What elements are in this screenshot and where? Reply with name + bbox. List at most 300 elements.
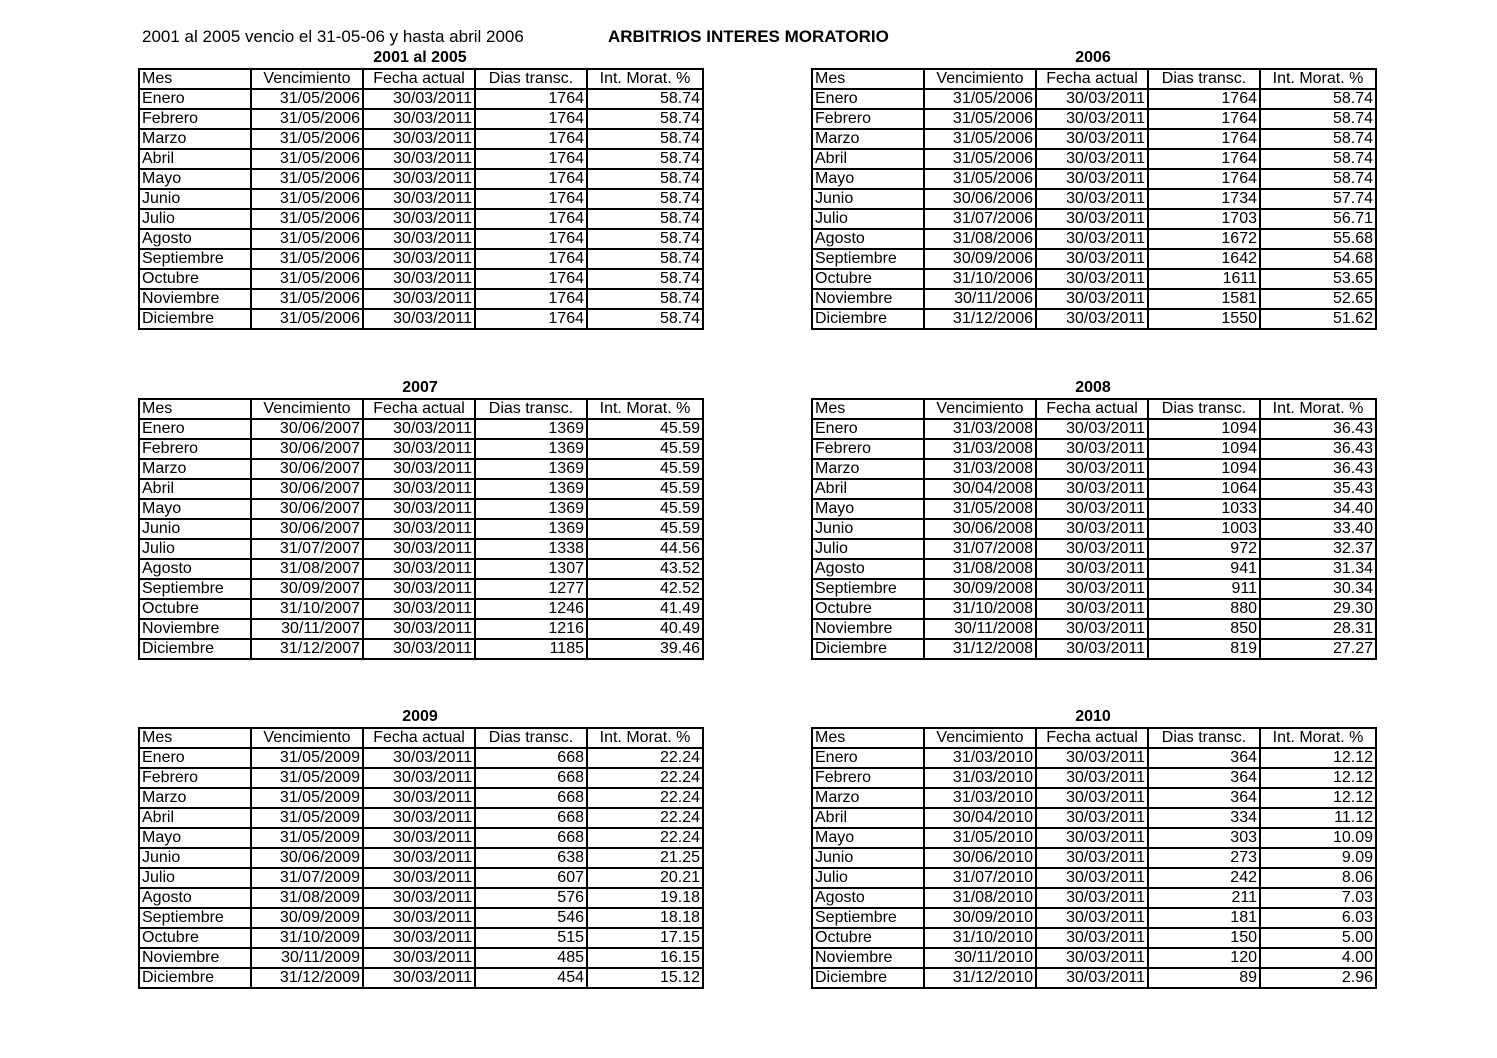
value-cell: 638	[475, 848, 587, 868]
table-row	[812, 788, 1376, 808]
table-row	[139, 768, 703, 788]
value-cell: 30/03/2011	[1036, 459, 1148, 479]
value-cell: 58.74	[1260, 129, 1376, 149]
value-cell: 52.65	[1260, 289, 1376, 309]
value-cell: 1611	[1148, 269, 1260, 289]
table-row	[812, 289, 1376, 309]
column-header: Int. Morat. %	[1260, 399, 1376, 419]
value-cell: 1764	[475, 149, 587, 169]
value-cell: 8.06	[1260, 868, 1376, 888]
value-cell: 1764	[475, 169, 587, 189]
value-cell: 546	[475, 908, 587, 928]
value-cell: 58.74	[587, 309, 703, 329]
table-row	[812, 129, 1376, 149]
value-cell: 31/05/2006	[251, 89, 363, 109]
value-cell: 30/03/2011	[1036, 908, 1148, 928]
value-cell: 30/03/2011	[1036, 129, 1148, 149]
value-cell: 51.62	[1260, 309, 1376, 329]
value-cell: 44.56	[587, 539, 703, 559]
value-cell: 30/11/2009	[251, 948, 363, 968]
value-cell: 668	[475, 808, 587, 828]
month-cell: Julio	[812, 868, 924, 888]
value-cell: 120	[1148, 948, 1260, 968]
value-cell: 11.12	[1260, 808, 1376, 828]
value-cell: 31/07/2009	[251, 868, 363, 888]
value-cell: 22.24	[587, 808, 703, 828]
value-cell: 45.59	[587, 499, 703, 519]
value-cell: 58.74	[587, 229, 703, 249]
value-cell: 15.12	[587, 968, 703, 988]
header-row	[139, 399, 703, 419]
value-cell: 30/11/2010	[924, 948, 1036, 968]
value-cell: 29.30	[1260, 599, 1376, 619]
value-cell: 34.40	[1260, 499, 1376, 519]
value-cell: 31/12/2007	[251, 639, 363, 659]
header-row	[812, 728, 1376, 748]
value-cell: 1369	[475, 459, 587, 479]
month-cell: Agosto	[812, 888, 924, 908]
value-cell: 607	[475, 868, 587, 888]
value-cell: 19.18	[587, 888, 703, 908]
value-cell: 89	[1148, 968, 1260, 988]
value-cell: 1550	[1148, 309, 1260, 329]
value-cell: 31/05/2006	[251, 209, 363, 229]
value-cell: 30/03/2011	[1036, 499, 1148, 519]
value-cell: 30/03/2011	[1036, 209, 1148, 229]
value-cell: 1094	[1148, 459, 1260, 479]
value-cell: 30/03/2011	[363, 289, 475, 309]
value-cell: 30/03/2011	[1036, 229, 1148, 249]
value-cell: 1369	[475, 499, 587, 519]
value-cell: 58.74	[587, 249, 703, 269]
value-cell: 30/03/2011	[1036, 748, 1148, 768]
table-row	[812, 908, 1376, 928]
month-cell: Diciembre	[812, 968, 924, 988]
column-header: Mes	[139, 399, 251, 419]
column-header: Vencimiento	[924, 399, 1036, 419]
value-cell: 22.24	[587, 768, 703, 788]
value-cell: 21.25	[587, 848, 703, 868]
value-cell: 31/05/2006	[251, 129, 363, 149]
value-cell: 18.18	[587, 908, 703, 928]
value-cell: 31/08/2007	[251, 559, 363, 579]
value-cell: 57.74	[1260, 189, 1376, 209]
value-cell: 55.68	[1260, 229, 1376, 249]
value-cell: 10.09	[1260, 828, 1376, 848]
value-cell: 30/03/2011	[1036, 289, 1148, 309]
value-cell: 30/09/2009	[251, 908, 363, 928]
table-row	[139, 848, 703, 868]
month-cell: Junio	[139, 189, 251, 209]
value-cell: 1672	[1148, 229, 1260, 249]
value-cell: 941	[1148, 559, 1260, 579]
table-row	[812, 828, 1376, 848]
value-cell: 30/06/2007	[251, 459, 363, 479]
value-cell: 36.43	[1260, 419, 1376, 439]
table-row	[139, 559, 703, 579]
header-row	[139, 69, 703, 89]
value-cell: 31/12/2008	[924, 639, 1036, 659]
interest-table	[138, 727, 704, 989]
column-header: Vencimiento	[251, 399, 363, 419]
column-header: Vencimiento	[251, 728, 363, 748]
value-cell: 30/09/2006	[924, 249, 1036, 269]
value-cell: 30/03/2011	[1036, 109, 1148, 129]
value-cell: 30/09/2008	[924, 579, 1036, 599]
table-row	[812, 269, 1376, 289]
value-cell: 181	[1148, 908, 1260, 928]
value-cell: 1764	[475, 209, 587, 229]
value-cell: 58.74	[587, 289, 703, 309]
month-cell: Agosto	[139, 559, 251, 579]
column-header: Vencimiento	[251, 69, 363, 89]
value-cell: 53.65	[1260, 269, 1376, 289]
month-cell: Mayo	[812, 828, 924, 848]
month-cell: Noviembre	[139, 948, 251, 968]
value-cell: 1033	[1148, 499, 1260, 519]
value-cell: 40.49	[587, 619, 703, 639]
table-row	[139, 748, 703, 768]
value-cell: 30/03/2011	[1036, 788, 1148, 808]
table-row	[812, 479, 1376, 499]
month-cell: Abril	[812, 808, 924, 828]
value-cell: 30/04/2008	[924, 479, 1036, 499]
value-cell: 16.15	[587, 948, 703, 968]
value-cell: 30/03/2011	[363, 808, 475, 828]
table-row	[139, 249, 703, 269]
month-cell: Julio	[139, 209, 251, 229]
table-row	[139, 868, 703, 888]
value-cell: 576	[475, 888, 587, 908]
value-cell: 1581	[1148, 289, 1260, 309]
value-cell: 30/03/2011	[1036, 419, 1148, 439]
value-cell: 30/03/2011	[1036, 249, 1148, 269]
value-cell: 1338	[475, 539, 587, 559]
month-cell: Octubre	[812, 928, 924, 948]
month-cell: Enero	[139, 748, 251, 768]
month-cell: Julio	[812, 539, 924, 559]
column-header: Mes	[139, 728, 251, 748]
document-title: ARBITRIOS INTERES MORATORIO	[608, 27, 889, 46]
table-row	[812, 169, 1376, 189]
column-header: Int. Morat. %	[587, 728, 703, 748]
table-row	[812, 768, 1376, 788]
table-row	[139, 89, 703, 109]
table-row	[139, 129, 703, 149]
table-row	[812, 639, 1376, 659]
value-cell: 12.12	[1260, 748, 1376, 768]
month-cell: Diciembre	[139, 639, 251, 659]
value-cell: 31/08/2006	[924, 229, 1036, 249]
month-cell: Abril	[139, 479, 251, 499]
value-cell: 31/05/2006	[251, 169, 363, 189]
month-cell: Septiembre	[139, 579, 251, 599]
table-row	[812, 888, 1376, 908]
value-cell: 31/05/2009	[251, 748, 363, 768]
month-cell: Abril	[812, 149, 924, 169]
table-row	[139, 459, 703, 479]
table-row	[139, 579, 703, 599]
value-cell: 515	[475, 928, 587, 948]
table-row	[812, 848, 1376, 868]
value-cell: 27.27	[1260, 639, 1376, 659]
interest-table	[811, 398, 1377, 660]
table-title: 2009	[402, 708, 438, 725]
value-cell: 31/07/2010	[924, 868, 1036, 888]
value-cell: 56.71	[1260, 209, 1376, 229]
month-cell: Diciembre	[139, 309, 251, 329]
value-cell: 20.21	[587, 868, 703, 888]
value-cell: 31/10/2010	[924, 928, 1036, 948]
value-cell: 1764	[475, 309, 587, 329]
value-cell: 30/03/2011	[363, 539, 475, 559]
column-header: Mes	[139, 69, 251, 89]
value-cell: 30/03/2011	[363, 948, 475, 968]
value-cell: 30/03/2011	[363, 519, 475, 539]
month-cell: Febrero	[139, 439, 251, 459]
column-header: Mes	[812, 728, 924, 748]
value-cell: 7.03	[1260, 888, 1376, 908]
table-row	[139, 209, 703, 229]
value-cell: 30/03/2011	[1036, 928, 1148, 948]
value-cell: 31/05/2006	[251, 269, 363, 289]
month-cell: Abril	[139, 808, 251, 828]
table-row	[812, 559, 1376, 579]
value-cell: 45.59	[587, 519, 703, 539]
value-cell: 31/07/2007	[251, 539, 363, 559]
value-cell: 30/03/2011	[363, 309, 475, 329]
value-cell: 30/03/2011	[363, 169, 475, 189]
value-cell: 30/03/2011	[363, 229, 475, 249]
month-cell: Agosto	[139, 888, 251, 908]
value-cell: 1764	[1148, 149, 1260, 169]
value-cell: 30/03/2011	[363, 499, 475, 519]
table-block-2006	[811, 48, 1375, 330]
value-cell: 31/03/2010	[924, 748, 1036, 768]
value-cell: 31/10/2007	[251, 599, 363, 619]
value-cell: 30/09/2010	[924, 908, 1036, 928]
column-header: Dias transc.	[475, 728, 587, 748]
column-header: Mes	[812, 399, 924, 419]
month-cell: Enero	[812, 748, 924, 768]
table-row	[812, 808, 1376, 828]
value-cell: 1369	[475, 439, 587, 459]
column-header: Dias transc.	[475, 69, 587, 89]
header-row	[812, 69, 1376, 89]
value-cell: 58.74	[587, 109, 703, 129]
value-cell: 1094	[1148, 419, 1260, 439]
value-cell: 30/03/2011	[1036, 89, 1148, 109]
month-cell: Enero	[139, 89, 251, 109]
value-cell: 30/03/2011	[1036, 189, 1148, 209]
value-cell: 58.74	[1260, 89, 1376, 109]
value-cell: 1764	[475, 269, 587, 289]
value-cell: 30/03/2011	[363, 619, 475, 639]
table-row	[139, 639, 703, 659]
value-cell: 58.74	[587, 89, 703, 109]
table-block-2009	[138, 707, 702, 989]
value-cell: 31/05/2009	[251, 768, 363, 788]
table-row	[812, 948, 1376, 968]
value-cell: 30/09/2007	[251, 579, 363, 599]
table-block-2008	[811, 378, 1375, 660]
value-cell: 32.37	[1260, 539, 1376, 559]
interest-table	[811, 727, 1377, 989]
column-header: Dias transc.	[475, 399, 587, 419]
value-cell: 30/03/2011	[1036, 309, 1148, 329]
value-cell: 30/04/2010	[924, 808, 1036, 828]
value-cell: 30/03/2011	[1036, 269, 1148, 289]
value-cell: 1185	[475, 639, 587, 659]
table-row	[139, 539, 703, 559]
value-cell: 45.59	[587, 439, 703, 459]
month-cell: Abril	[139, 149, 251, 169]
month-cell: Enero	[812, 89, 924, 109]
table-row	[812, 499, 1376, 519]
value-cell: 45.59	[587, 479, 703, 499]
value-cell: 42.52	[587, 579, 703, 599]
value-cell: 30/03/2011	[363, 479, 475, 499]
table-row	[812, 579, 1376, 599]
value-cell: 1642	[1148, 249, 1260, 269]
value-cell: 1307	[475, 559, 587, 579]
value-cell: 30/03/2011	[1036, 169, 1148, 189]
column-header: Dias transc.	[1148, 728, 1260, 748]
month-cell: Septiembre	[139, 249, 251, 269]
value-cell: 58.74	[587, 169, 703, 189]
value-cell: 4.00	[1260, 948, 1376, 968]
value-cell: 31/05/2009	[251, 828, 363, 848]
value-cell: 30/03/2011	[363, 928, 475, 948]
value-cell: 1094	[1148, 439, 1260, 459]
table-row	[812, 519, 1376, 539]
table-row	[812, 309, 1376, 329]
value-cell: 41.49	[587, 599, 703, 619]
value-cell: 1764	[1148, 129, 1260, 149]
value-cell: 31/10/2009	[251, 928, 363, 948]
value-cell: 45.59	[587, 459, 703, 479]
month-cell: Marzo	[139, 459, 251, 479]
value-cell: 30/03/2011	[363, 848, 475, 868]
value-cell: 30/03/2011	[363, 559, 475, 579]
month-cell: Marzo	[139, 788, 251, 808]
column-header: Fecha actual	[1036, 69, 1148, 89]
value-cell: 30/03/2011	[363, 788, 475, 808]
table-row	[139, 888, 703, 908]
value-cell: 1369	[475, 419, 587, 439]
value-cell: 58.74	[587, 129, 703, 149]
value-cell: 30/06/2007	[251, 479, 363, 499]
table-row	[139, 309, 703, 329]
value-cell: 30/06/2006	[924, 189, 1036, 209]
value-cell: 880	[1148, 599, 1260, 619]
column-header: Fecha actual	[1036, 399, 1148, 419]
value-cell: 30/03/2011	[363, 189, 475, 209]
value-cell: 1764	[475, 129, 587, 149]
value-cell: 31/05/2006	[924, 169, 1036, 189]
value-cell: 31/05/2006	[924, 89, 1036, 109]
value-cell: 1369	[475, 479, 587, 499]
table-row	[139, 109, 703, 129]
value-cell: 31/08/2008	[924, 559, 1036, 579]
table-row	[139, 229, 703, 249]
table-block-2001-2005	[138, 48, 702, 330]
value-cell: 30/03/2011	[1036, 559, 1148, 579]
table-row	[139, 289, 703, 309]
month-cell: Enero	[812, 419, 924, 439]
value-cell: 30/03/2011	[363, 888, 475, 908]
month-cell: Octubre	[812, 599, 924, 619]
value-cell: 31/12/2009	[251, 968, 363, 988]
value-cell: 12.12	[1260, 788, 1376, 808]
value-cell: 150	[1148, 928, 1260, 948]
month-cell: Septiembre	[812, 908, 924, 928]
table-block-2007	[138, 378, 702, 660]
value-cell: 30/03/2011	[1036, 149, 1148, 169]
value-cell: 58.74	[587, 209, 703, 229]
value-cell: 30/03/2011	[1036, 479, 1148, 499]
table-row	[139, 439, 703, 459]
value-cell: 30/06/2007	[251, 419, 363, 439]
value-cell: 30/03/2011	[363, 768, 475, 788]
value-cell: 45.59	[587, 419, 703, 439]
value-cell: 30/03/2011	[1036, 599, 1148, 619]
table-row	[812, 89, 1376, 109]
value-cell: 31.34	[1260, 559, 1376, 579]
value-cell: 30/03/2011	[1036, 439, 1148, 459]
value-cell: 30/03/2011	[1036, 639, 1148, 659]
value-cell: 31/12/2010	[924, 968, 1036, 988]
value-cell: 58.74	[587, 149, 703, 169]
value-cell: 5.00	[1260, 928, 1376, 948]
value-cell: 30/03/2011	[1036, 828, 1148, 848]
value-cell: 30/06/2008	[924, 519, 1036, 539]
month-cell: Junio	[139, 519, 251, 539]
column-header: Mes	[812, 69, 924, 89]
value-cell: 1764	[475, 229, 587, 249]
month-cell: Octubre	[139, 599, 251, 619]
value-cell: 31/08/2010	[924, 888, 1036, 908]
value-cell: 303	[1148, 828, 1260, 848]
value-cell: 30/03/2011	[363, 89, 475, 109]
table-row	[139, 519, 703, 539]
table-row	[812, 968, 1376, 988]
value-cell: 364	[1148, 768, 1260, 788]
table-block-2010	[811, 707, 1375, 989]
value-cell: 819	[1148, 639, 1260, 659]
value-cell: 30/03/2011	[363, 209, 475, 229]
column-header: Int. Morat. %	[587, 69, 703, 89]
value-cell: 30.34	[1260, 579, 1376, 599]
value-cell: 364	[1148, 748, 1260, 768]
value-cell: 1003	[1148, 519, 1260, 539]
month-cell: Abril	[812, 479, 924, 499]
month-cell: Noviembre	[139, 289, 251, 309]
value-cell: 30/03/2011	[363, 748, 475, 768]
value-cell: 1703	[1148, 209, 1260, 229]
value-cell: 30/03/2011	[1036, 619, 1148, 639]
value-cell: 30/03/2011	[363, 419, 475, 439]
value-cell: 31/05/2006	[251, 309, 363, 329]
value-cell: 58.74	[587, 269, 703, 289]
value-cell: 1734	[1148, 189, 1260, 209]
month-cell: Diciembre	[139, 968, 251, 988]
value-cell: 1764	[475, 89, 587, 109]
value-cell: 30/11/2007	[251, 619, 363, 639]
month-cell: Agosto	[812, 229, 924, 249]
month-cell: Febrero	[812, 768, 924, 788]
value-cell: 364	[1148, 788, 1260, 808]
